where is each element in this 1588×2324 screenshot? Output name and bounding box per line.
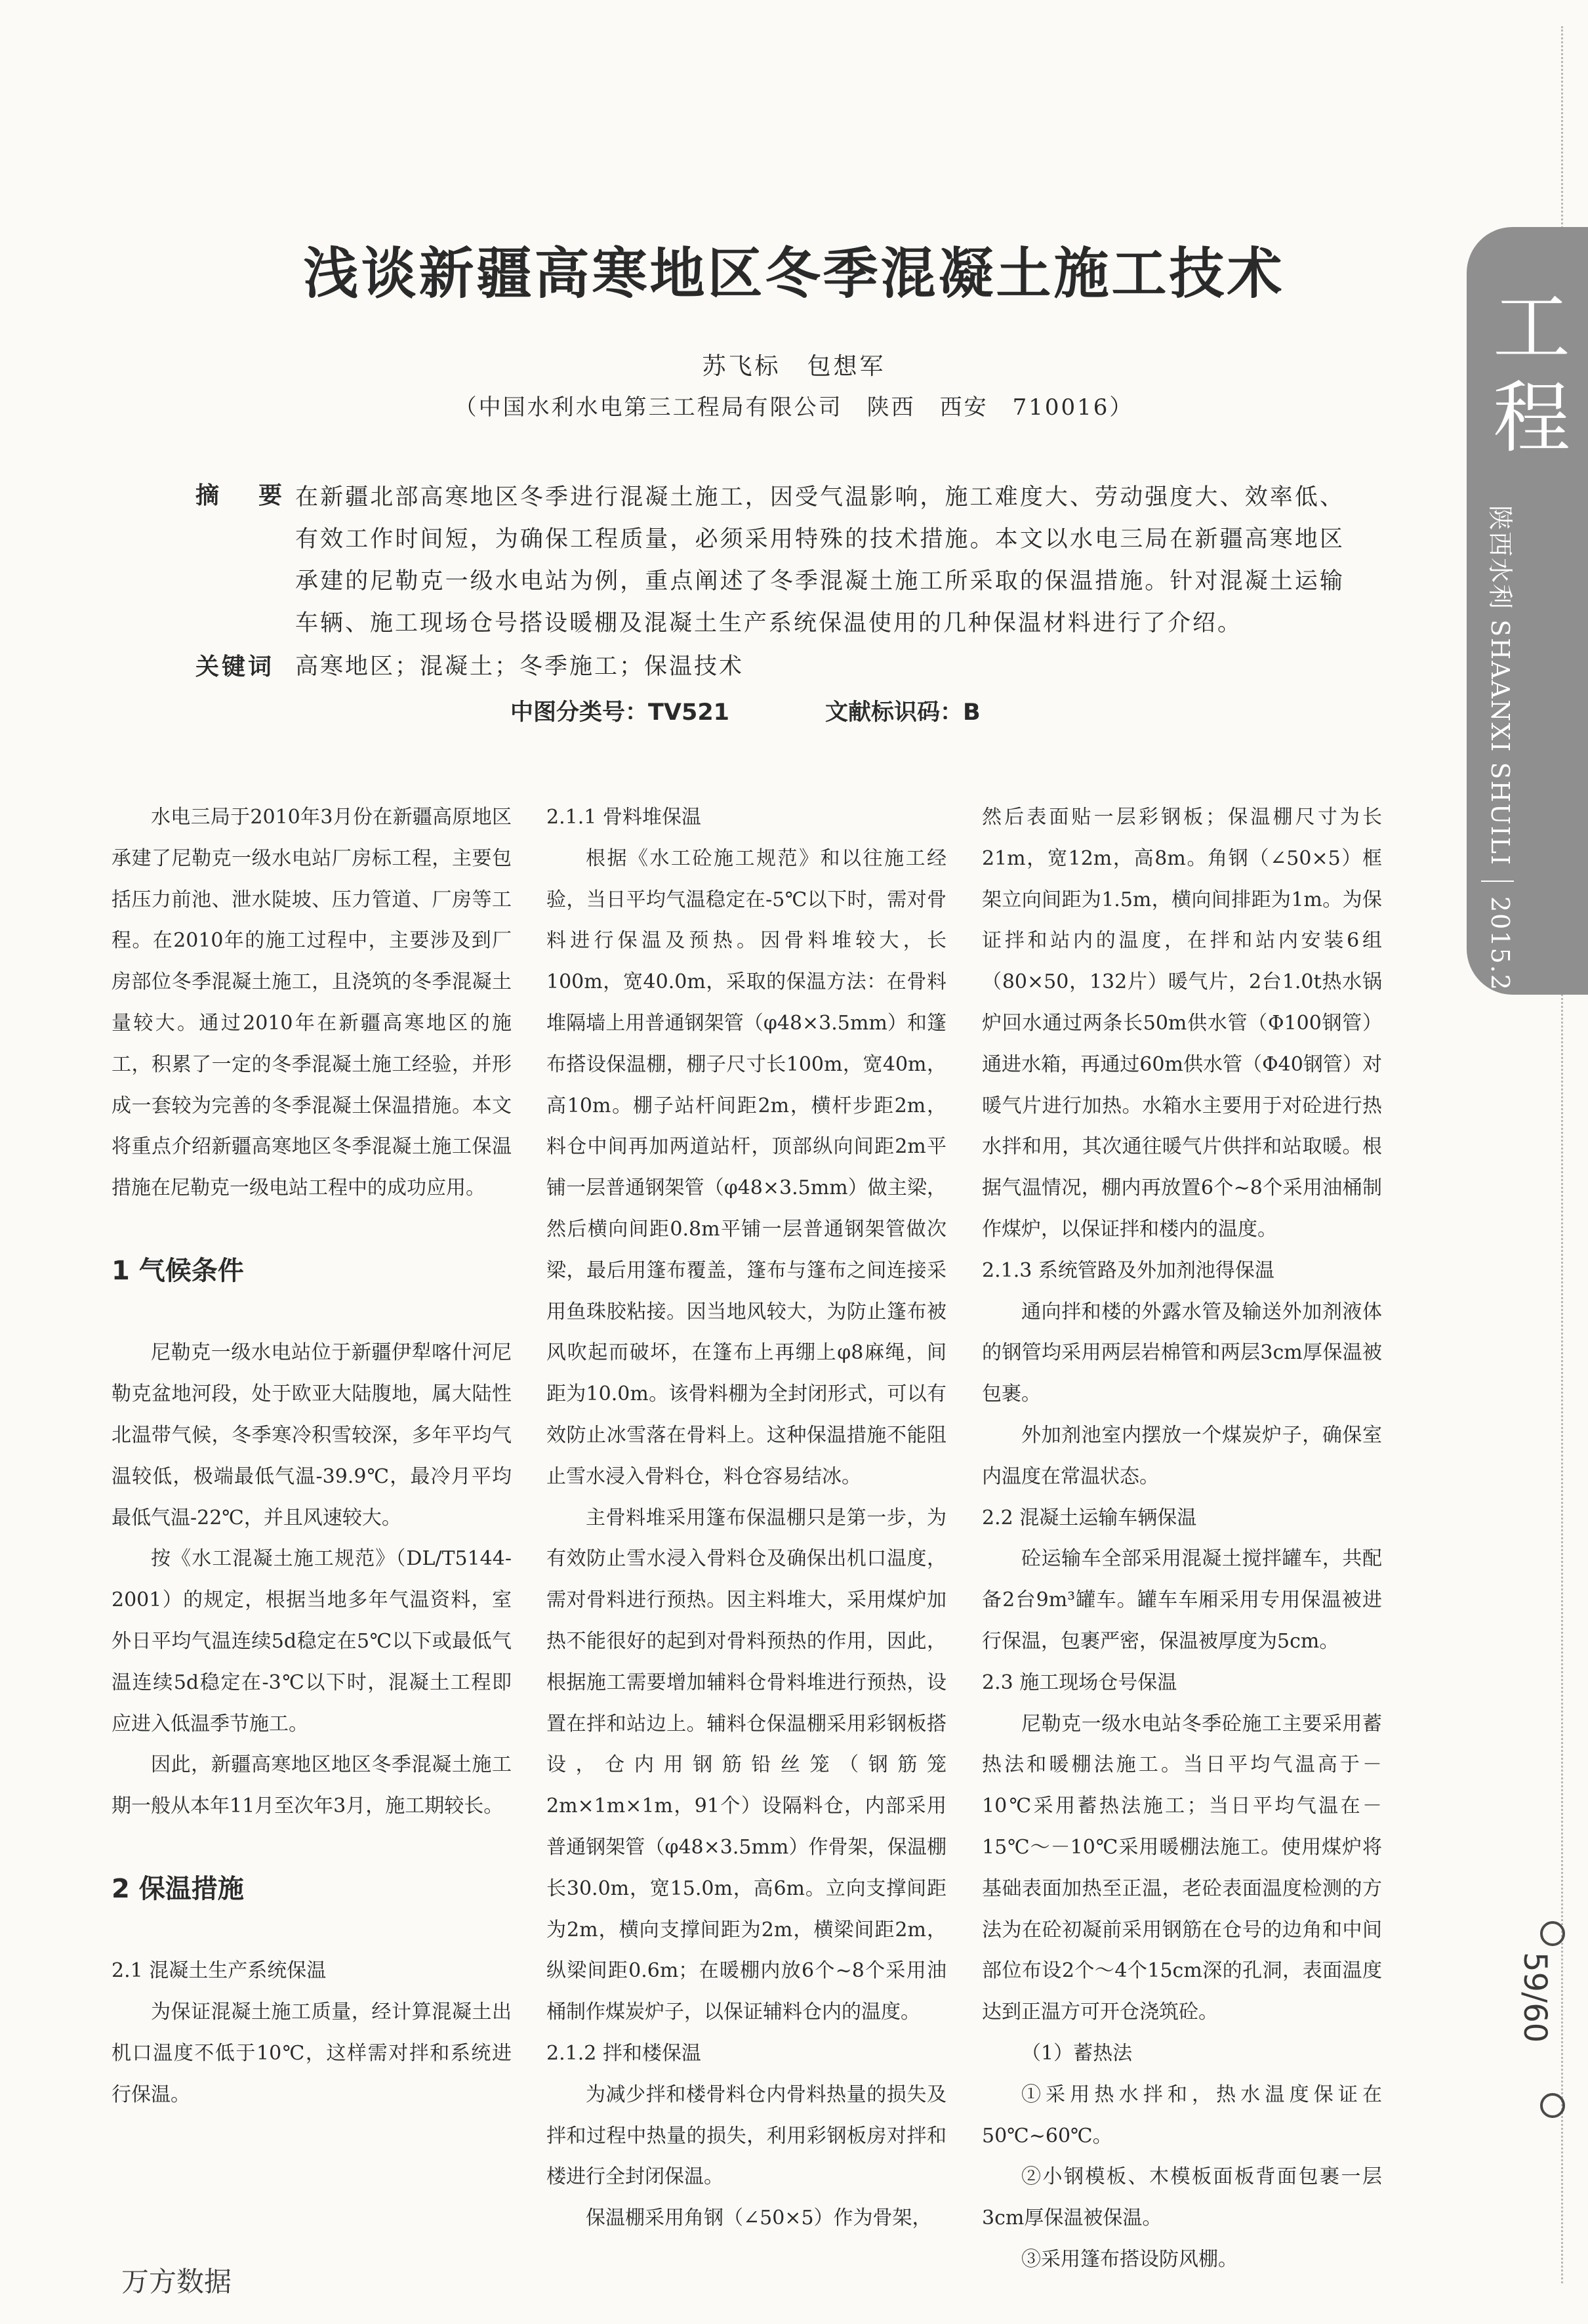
authors: 苏飞标 包想军: [702, 353, 886, 380]
list-item: ③采用篷布搭设防风棚。: [1021, 2247, 1238, 2271]
page-number: 59/60: [1517, 1952, 1553, 2043]
paragraph: 主骨料堆采用篷布保温棚只是第一步，为有效防止雪水浸入骨料仓及确保出机口温度，需对骨料进行预热。因主料堆大，采用煤炉加热不能很好的起到对骨料预热的作用，因此，根据施工需要增加辅料仓骨料堆进行预热，设置在拌和站边上。辅料仓保温棚采用彩钢板搭设，仓内用钢筋铅丝笼（钢筋笼2m×1m×1m，91个）设隔料仓，内部采用普通钢架管（φ48×3.5mm）作骨架，保温棚长30.0m，宽15.0m，高6m。立向支撑间距为2m，横向支撑间距为2m，横梁间距2m，纵梁间距0.6m；在暖棚内放6个~8个采用油桶制作煤炭炉子，以保证辅料仓内的温度。: [546, 1506, 947, 2024]
abstract-text: 在新疆北部高寒地区冬季进行混凝土施工，因受气温影响，施工难度大、劳动强度大、效率低、有效工作时间短，为确保工程质量，必须采用特殊的技术措施。本文以水电三局在新疆高寒地区承建的尼勒克一级水电站为例，重点阐述了冬季混凝土施工所采取的保温措施。针对混凝土运输车辆、施工现场仓号搭设暖棚及混凝土生产系统保温使用的几种保温材料进行了介绍。: [295, 484, 1345, 636]
paragraph: 尼勒克一级水电站冬季砼施工主要采用蓄热法和暖棚法施工。当日平均气温高于－10℃采用蓄热法施工；当日平均气温在－15℃～－10℃采用暖棚法施工。使用煤炉将基础表面加热至正温，老砼表面温度检测的方法为在砼初凝前采用钢筋在仓号的边角和中间部位布设2个～4个15cm深的孔洞，表面温度达到正温方可开仓浇筑砼。: [982, 1712, 1382, 2024]
paragraph: 因此，新疆高寒地区地区冬季混凝土施工期一般从本年11月至次年3月，施工期较长。: [112, 1753, 512, 1818]
page-circle-bottom-icon: [1540, 2093, 1565, 2118]
subsection-heading: 2.1.1 骨料堆保温: [546, 806, 701, 829]
paragraph: 根据《水工砼施工规范》和以往施工经验，当日平均气温稳定在-5℃以下时，需对骨料进行保温及预热。因骨料堆较大，长100m，宽40.0m，采取的保温方法：在骨料堆隔墙上用普通钢架管（φ48×3.5mm）和篷布搭设保温棚，棚子尺寸长100m，宽40m，高10m。棚子站杆间距2m，横杆步距2m，料仓中间再加两道站杆，顶部纵向间距2m平铺一层普通钢架管（φ48×3.5mm）做主梁，然后横向间距0.8m平铺一层普通钢架管做次梁，最后用篷布覆盖，篷布与篷布之间连接采用鱼珠胶粘接。因当地风较大，为防止篷布被风吹起而破坏，在篷布上再绷上φ8麻绳，间距为10.0m。该骨料棚为全封闭形式，可以有效防止冰雪落在骨料上。这种保温措施不能阻止雪水浸入骨料仓，料仓容易结冰。: [546, 846, 947, 1488]
list-item: ①采用热水拌和，热水温度保证在50℃~60℃。: [982, 2083, 1382, 2148]
subsection-heading: 2.2 混凝土运输车辆保温: [982, 1506, 1197, 1529]
subsection-heading: 2.1.2 拌和楼保温: [546, 2041, 701, 2065]
paragraph: 然后表面贴一层彩钢板；保温棚尺寸为长21m，宽12m，高8m。角钢（∠50×5）框架立向间距为1.5m，横向间排距为1m。为保证拌和站内的温度，在拌和站内安装6组（80×50，132片）暖气片，2台1.0t热水锅炉回水通过两条长50m供水管（Φ100钢管）通进水箱，再通过60m供水管（Φ40钢管）对暖气片进行加热。水箱水主要用于对砼进行热水拌和用，其次通往暖气片供拌和站取暖。根据气温情况，棚内再放置6个~8个采用油桶制作煤炉，以保证拌和楼内的温度。: [982, 806, 1382, 1241]
column-2: [546, 797, 947, 2239]
classification-number: 中图分类号：TV521: [510, 699, 730, 726]
article-title: 浅谈新疆高寒地区冬季混凝土施工技术: [303, 241, 1285, 306]
journal-label: [1482, 505, 1521, 991]
journal-name: 陕西水利 SHAANXI SHUILI: [1486, 505, 1515, 866]
list-item: ②小钢模板、木模板面板背面包裹一层3cm厚保温被保温。: [982, 2165, 1382, 2230]
section-heading: 1 气候条件: [112, 1255, 244, 1286]
page-circle-top-icon: [1540, 1921, 1565, 1946]
journal-separator: [1482, 881, 1515, 882]
paragraph: 通向拌和楼的外露水管及输送外加剂液体的钢管均采用两层岩棉管和两层3cm厚保温被包裹。: [982, 1300, 1382, 1406]
section-heading: 2 保温措施: [112, 1873, 244, 1904]
list-heading: （1）蓄热法: [1021, 2041, 1133, 2065]
paragraph: 砼运输车全部采用混凝土搅拌罐车，共配备2台9m³罐车。罐车车厢采用专用保温被进行保温，包裹严密，保温被厚度为5cm。: [982, 1547, 1382, 1653]
column-1: [112, 797, 512, 2116]
abstract-label: 摘 要: [195, 482, 291, 509]
footer-watermark: 万方数据: [121, 2266, 232, 2298]
paragraph: 按《水工混凝土施工规范》（DL/T5144-2001）的规定，根据当地多年气温资料，室外日平均气温连续5d稳定在5℃以下或最低气温连续5d稳定在-3℃以下时，混凝土工程即应进入低温季节施工。: [112, 1547, 512, 1735]
issue-number: 2015.2: [1486, 896, 1515, 991]
paragraph: 保温棚采用角钢（∠50×5）作为骨架，: [586, 2207, 932, 2230]
section-label: 工程: [1492, 282, 1570, 463]
keywords-label: 关键词: [195, 654, 275, 680]
subsection-heading: 2.1.3 系统管路及外加剂池得保温: [982, 1258, 1274, 1282]
subsection-heading: 2.1 混凝土生产系统保温: [112, 1959, 327, 1983]
document-code: 文献标识码：B: [825, 699, 981, 726]
subsection-heading: 2.3 施工现场仓号保温: [982, 1670, 1177, 1694]
keywords-text: 高寒地区；混凝土；冬季施工；保温技术: [295, 654, 744, 680]
paragraph: 为保证混凝土施工质量，经计算混凝土出机口温度不低于10℃，这样需对拌和系统进行保温。: [112, 2001, 512, 2106]
paragraph: 尼勒克一级水电站位于新疆伊犁喀什河尼勒克盆地河段，处于欧亚大陆腹地，属大陆性北温带气候，冬季寒冷积雪较深，多年平均气温较低，极端最低气温-39.9℃，最冷月平均最低气温-22℃，并且风速较大。: [112, 1341, 512, 1529]
paragraph: 为减少拌和楼骨料仓内骨料热量的损失及拌和过程中热量的损失，利用彩钢板房对拌和楼进行全封闭保温。: [546, 2083, 947, 2189]
paragraph: 水电三局于2010年3月份在新疆高原地区承建了尼勒克一级水电站厂房标工程，主要包括压力前池、泄水陡坡、压力管道、厂房等工程。在2010年的施工过程中，主要涉及到厂房部位冬季混凝土施工，且浇筑的冬季混凝土量较大。通过2010年在新疆高寒地区的施工，积累了一定的冬季混凝土施工经验，并形成一套较为完善的冬季混凝土保温措施。本文将重点介绍新疆高寒地区冬季混凝土施工保温措施在尼勒克一级电站工程中的成功应用。: [112, 806, 512, 1200]
affiliation: （中国水利水电第三工程局有限公司 陕西 西安 710016）: [454, 394, 1134, 421]
column-3: [982, 797, 1382, 2281]
paragraph: 外加剂池室内摆放一个煤炭炉子，确保室内温度在常温状态。: [982, 1423, 1382, 1488]
